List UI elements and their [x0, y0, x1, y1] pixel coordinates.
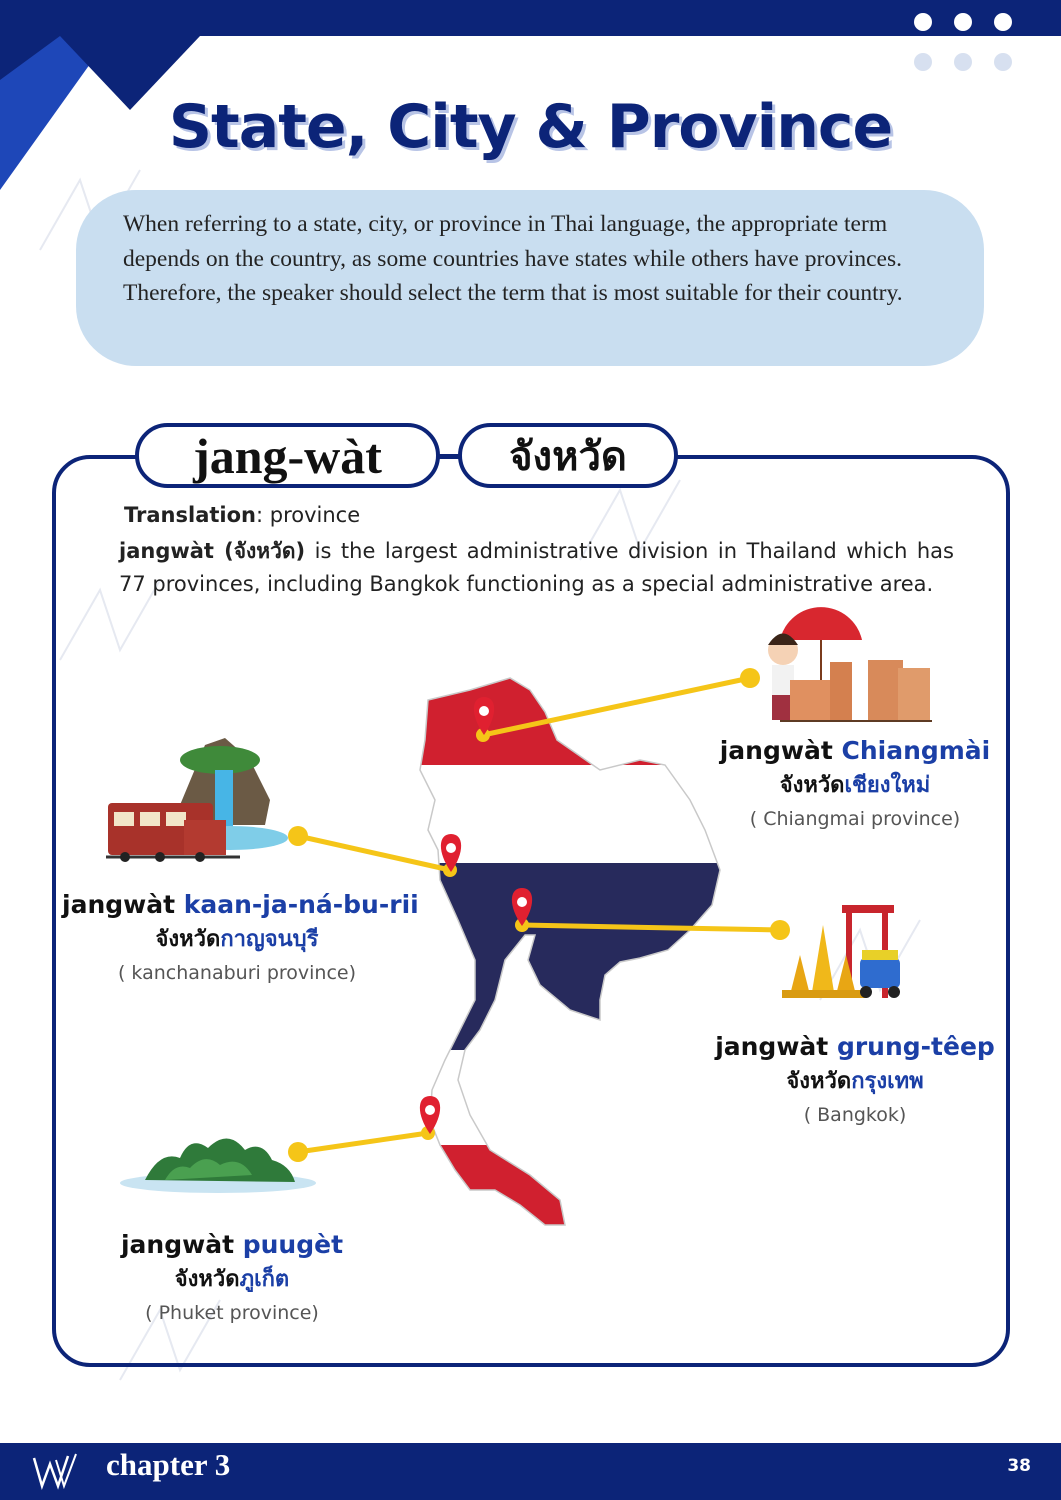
location-bangkok	[700, 1032, 1010, 1126]
location-romanized: jangwàt Chiangmài	[719, 736, 991, 765]
location-english: ( Phuket province)	[145, 1302, 319, 1324]
definition-term: jangwàt (จังหวัด)	[119, 539, 306, 563]
kanchanaburi-illustration	[106, 738, 288, 862]
location-thai: จังหวัดภูเก็ต	[174, 1267, 290, 1292]
flag-filled-map	[400, 660, 740, 1245]
bangkok-illustration	[782, 905, 900, 998]
dots-decoration	[913, 12, 1043, 74]
location-english: ( kanchanaburi province)	[117, 962, 357, 984]
term-thai-pill: จังหวัด	[458, 423, 678, 488]
page-title: State, City & Province	[168, 92, 893, 162]
location-romanized: jangwàt puugèt	[120, 1230, 344, 1259]
translation-label: Translation	[124, 503, 256, 527]
location-romanized: jangwàt kaan-ja-ná-bu-rii	[62, 890, 419, 919]
location-english: ( Bangkok)	[803, 1104, 907, 1126]
page-number: 38	[1007, 1456, 1031, 1476]
location-english: ( Chiangmai province)	[749, 808, 961, 830]
translation-value: : province	[255, 503, 361, 527]
definition-paragraph	[119, 535, 954, 601]
translation-line	[124, 503, 360, 527]
chiangmai-illustration	[768, 607, 932, 721]
definition-text: is the largest administrative division in Thailand which has 77 provinces, including Bangkok functioning as a special administrative area.	[119, 539, 954, 596]
pill-connector	[438, 454, 460, 458]
intro-text: When referring to a state, city, or province in Thai language, the appropriate term depends on the country, as some countries have states while others have provinces. Therefore, the speaker should select the term that is most suitable for their country.	[123, 211, 903, 306]
nw-logo-icon	[28, 1446, 88, 1496]
chapter-label: chapter 3	[106, 1447, 231, 1482]
location-thai: จังหวัดกาญจนบุรี	[155, 927, 319, 952]
location-thai: จังหวัดเชียงใหม่	[779, 773, 931, 798]
location-kanchanaburi	[62, 890, 419, 984]
location-thai: จังหวัดกรุงเทพ	[786, 1069, 924, 1094]
term-romanized-pill: jang-wàt	[135, 423, 440, 488]
location-romanized: jangwàt grung-têep	[715, 1032, 995, 1061]
location-phuket	[92, 1230, 372, 1324]
phuket-illustration	[120, 1138, 316, 1193]
location-chiangmai	[700, 736, 1010, 830]
